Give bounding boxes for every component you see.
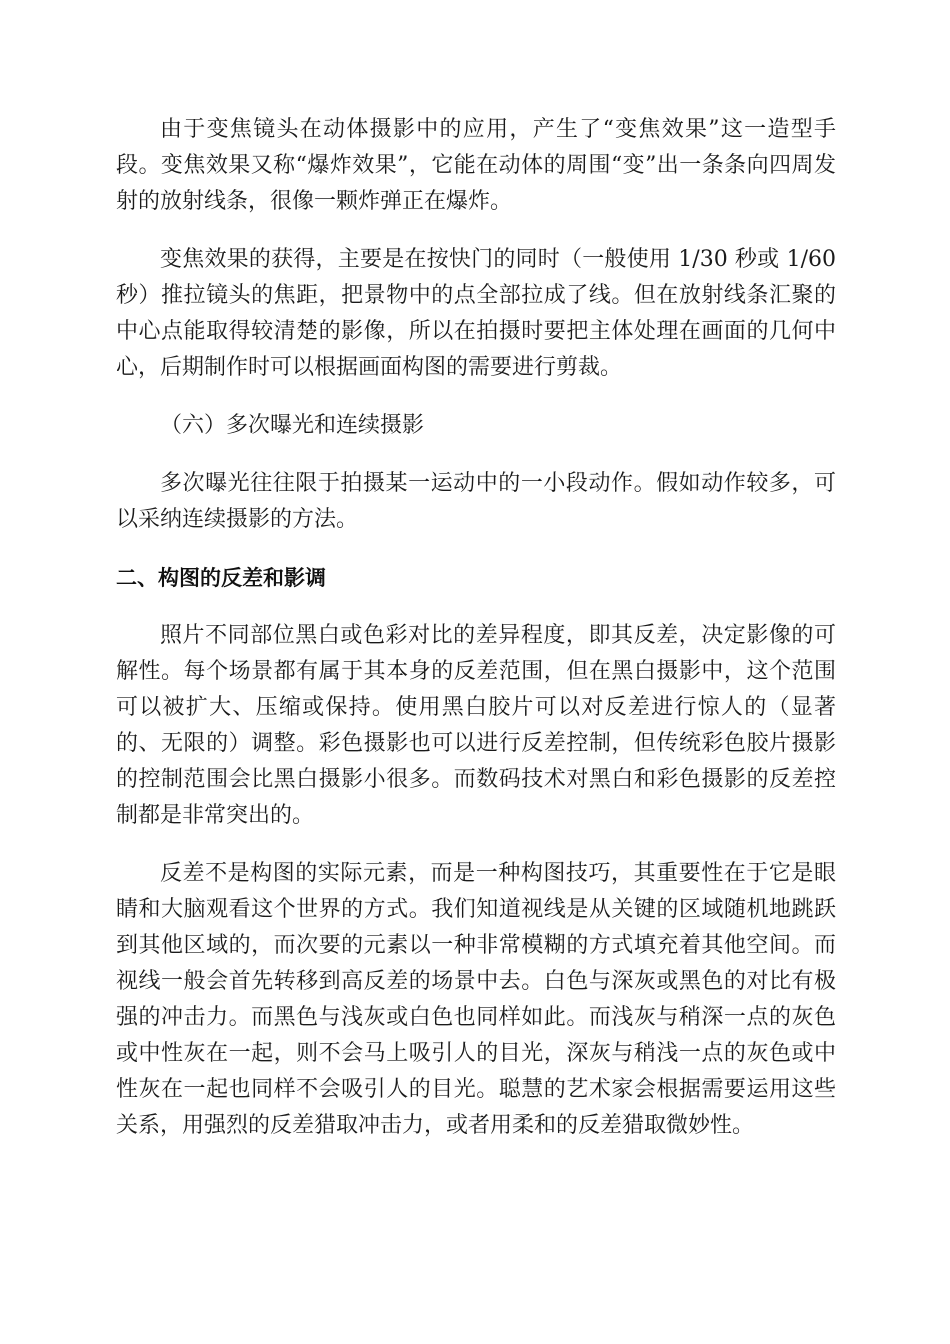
subheading-multiple-exposure: （六）多次曝光和连续摄影 (160, 413, 425, 438)
section-heading-contrast: 二、构图的反差和影调 (116, 566, 326, 590)
paragraph-contrast-definition: 照片不同部位黑白或色彩对比的差异程度，即其反差，决定影像的可解性。每个场景都有属于其本身的反差范围，但在黑白摄影中，这个范围可以被扩大、压缩或保持。使用黑白胶片可以对反差进行惊人的（显著的、无限的）调整。彩色摄影也可以进行反差控制，但传统彩色胶片摄影的控制范围会比黑白摄影小很多。而数码技术对黑白和彩色摄影的反差控制都是非常突出的。 (116, 623, 836, 828)
paragraph-zoom-effect: 由于变焦镜头在动体摄影中的应用，产生了“变焦效果”这一造型手段。变焦效果又称“爆炸效果”，它能在动体的周围“变”出一条条向四周发射的放射线条，很像一颗炸弹正在爆炸。 (116, 117, 836, 214)
paragraph-contrast-technique: 反差不是构图的实际元素，而是一种构图技巧，其重要性在于它是眼睛和大脑观看这个世界的方式。我们知道视线是从关键的区域随机地跳跃到其他区域的，而次要的元素以一种非常模糊的方式填充着其他空间。而视线一般会首先转移到高反差的场景中去。白色与深灰或黑色的对比有极强的冲击力。而黑色与浅灰或白色也同样如此。而浅灰与稍深一点的灰色或中性灰在一起，则不会马上吸引人的目光，深灰与稍浅一点的灰色或中性灰在一起也同样不会吸引人的目光。聪慧的艺术家会根据需要运用这些关系，用强烈的反差猎取冲击力，或者用柔和的反差猎取微妙性。 (116, 861, 836, 1138)
paragraph-multiple-exposure: 多次曝光往往限于拍摄某一运动中的一小段动作。假如动作较多，可以采纳连续摄影的方法。 (116, 471, 836, 532)
paragraph-zoom-technique: 变焦效果的获得，主要是在按快门的同时（一般使用 1/30 秒或 1/60 秒）推拉镜头的焦距，把景物中的点全部拉成了线。但在放射线条汇聚的中心点能取得较清楚的影像，所以在拍摄时要把主体处理在画面的几何中心，后期制作时可以根据画面构图的需要进行剪裁。 (116, 247, 836, 380)
document-body (116, 112, 836, 1166)
